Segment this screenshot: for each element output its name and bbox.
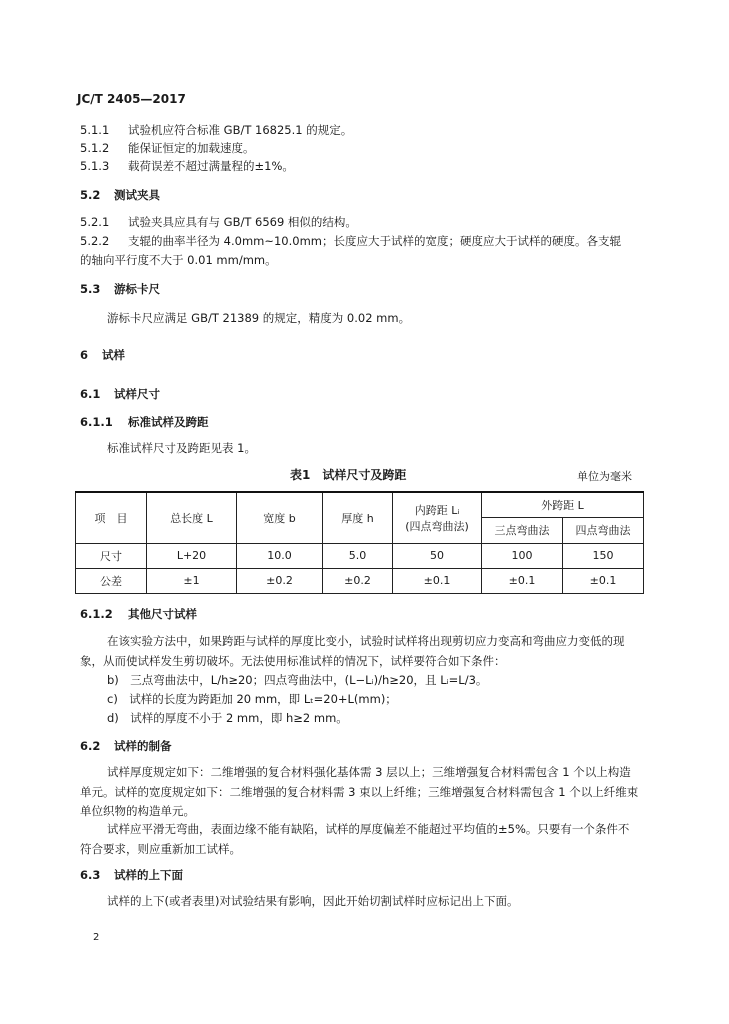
section-title: 游标卡尺 xyxy=(114,282,160,296)
clause-number: 5.2.1 xyxy=(80,215,110,229)
chapter-title: 试样 xyxy=(102,348,125,362)
header-thickness: 厚度 h xyxy=(323,492,393,543)
section-number: 6.1.1 xyxy=(80,415,113,429)
cell-inner-span: ±0.1 xyxy=(393,568,482,593)
page-number: 2 xyxy=(93,932,100,943)
section-title: 标准试样及跨距 xyxy=(128,415,209,429)
header-inner-span-label: 内跨距 Lᵢ xyxy=(414,503,460,517)
clause-number: 5.1.1 xyxy=(80,123,110,137)
clause-number: 5.1.3 xyxy=(80,159,110,173)
table-caption: 表1 试样尺寸及跨距 xyxy=(290,468,407,482)
section-6-1-heading xyxy=(80,386,160,402)
section-5-3-heading xyxy=(80,281,160,297)
cell-four-point: 150 xyxy=(563,543,644,568)
clause-5-2-2 xyxy=(80,233,621,249)
header-four-point: 四点弯曲法 xyxy=(563,517,644,543)
cell-total-length: ±1 xyxy=(147,568,237,593)
header-inner-span-method: (四点弯曲法) xyxy=(405,519,469,533)
section-number: 6.3 xyxy=(80,868,101,882)
section-title: 试样尺寸 xyxy=(114,387,160,401)
clause-5-2-1 xyxy=(80,214,357,230)
section-title: 其他尺寸试样 xyxy=(128,607,197,621)
clause-5-1-2 xyxy=(80,140,255,156)
table-row xyxy=(76,568,644,593)
header-outer-span: 外跨距 L xyxy=(482,492,644,517)
section-number: 6.1.2 xyxy=(80,607,113,621)
section-5-2-heading xyxy=(80,187,160,203)
header-width: 宽度 b xyxy=(237,492,323,543)
section-6-1-2-heading xyxy=(80,606,197,622)
section-6-3-heading xyxy=(80,867,183,883)
clause-5-1-1 xyxy=(80,122,352,138)
cell-thickness: ±0.2 xyxy=(323,568,393,593)
clause-text: 试验机应符合标准 GB/T 16825.1 的规定。 xyxy=(128,123,353,137)
cell-thickness: 5.0 xyxy=(323,543,393,568)
section-number: 6.1 xyxy=(80,387,101,401)
clause-number: 5.1.2 xyxy=(80,141,110,155)
cell-three-point: 100 xyxy=(482,543,563,568)
row-label: 尺寸 xyxy=(76,543,147,568)
section-number: 5.3 xyxy=(80,282,101,296)
section-6-2-heading xyxy=(80,738,172,754)
list-item-d: d) 试样的厚度不小于 2 mm，即 h≥2 mm。 xyxy=(107,711,348,725)
row-label: 公差 xyxy=(76,568,147,593)
section-title: 试样的制备 xyxy=(114,739,172,753)
chapter-6-heading xyxy=(80,347,125,363)
cell-four-point: ±0.1 xyxy=(563,568,644,593)
cell-inner-span: 50 xyxy=(393,543,482,568)
table-unit: 单位为毫米 xyxy=(577,470,632,483)
list-item-b: b) 三点弯曲法中，L/h≥20；四点弯曲法中，(L−Lᵢ)/h≥20，且 Lᵢ=L/3。 xyxy=(107,673,488,687)
clause-5-1-3 xyxy=(80,158,294,174)
document-code: JC/T 2405—2017 xyxy=(77,92,186,106)
clause-6-2-paragraph-1: 试样厚度规定如下：二维增强的复合材料强化基体需 3 层以上；三维增强复合材料需包含 1 个以上构造单元。试样的宽度规定如下：二维增强的复合材料需 3 束以上纤维；三维增强复合材料需包含 1 个以上纤维束单位织物的构造单元。 xyxy=(80,765,639,818)
list-item-c: c) 试样的长度为跨距加 20 mm，即 Lₜ=20+L(mm)； xyxy=(107,692,397,706)
clause-text: 试验夹具应具有与 GB/T 6569 相似的结构。 xyxy=(128,215,357,229)
table-row xyxy=(76,543,644,568)
cell-width: ±0.2 xyxy=(237,568,323,593)
header-inner-span xyxy=(393,492,482,543)
header-item: 项 目 xyxy=(76,492,147,543)
cell-width: 10.0 xyxy=(237,543,323,568)
chapter-number: 6 xyxy=(80,348,89,362)
cell-total-length: L+20 xyxy=(147,543,237,568)
section-6-1-1-heading xyxy=(80,414,209,430)
header-three-point: 三点弯曲法 xyxy=(482,517,563,543)
clause-5-3-text: 游标卡尺应满足 GB/T 21389 的规定，精度为 0.02 mm。 xyxy=(107,311,411,325)
clause-text: 载荷误差不超过满量程的±1%。 xyxy=(128,159,294,173)
section-title: 测试夹具 xyxy=(114,188,160,202)
clause-5-2-2-continued: 的轴向平行度不大于 0.01 mm/mm。 xyxy=(80,253,277,267)
clause-text: 支辊的曲率半径为 4.0mm~10.0mm；长度应大于试样的宽度；硬度应大于试样的硬度。各支辊 xyxy=(128,234,621,248)
cell-three-point: ±0.1 xyxy=(482,568,563,593)
section-title: 试样的上下面 xyxy=(114,868,183,882)
clause-6-2-paragraph-2: 试样应平滑无弯曲，表面边缘不能有缺陷，试样的厚度偏差不能超过平均值的±5%。只要有一个条件不符合要求，则应重新加工试样。 xyxy=(80,822,630,856)
clause-number: 5.2.2 xyxy=(80,234,110,248)
header-total-length: 总长度 L xyxy=(147,492,237,543)
section-number: 5.2 xyxy=(80,188,101,202)
clause-6-3-text: 试样的上下(或者表里)对试验结果有影响，因此开始切割试样时应标记出上下面。 xyxy=(107,894,519,908)
section-number: 6.2 xyxy=(80,739,101,753)
clause-6-1-1-text: 标准试样尺寸及跨距见表 1。 xyxy=(107,441,256,455)
clause-text: 能保证恒定的加载速度。 xyxy=(128,141,255,155)
specimen-dimensions-table xyxy=(75,491,644,594)
clause-6-1-2-paragraph: 在该实验方法中，如果跨距与试样的厚度比变小，试验时试样将出现剪切应力变高和弯曲应力变低的现象，从而使试样发生剪切破坏。无法使用标准试样的情况下，试样要符合如下条件： xyxy=(80,634,625,668)
